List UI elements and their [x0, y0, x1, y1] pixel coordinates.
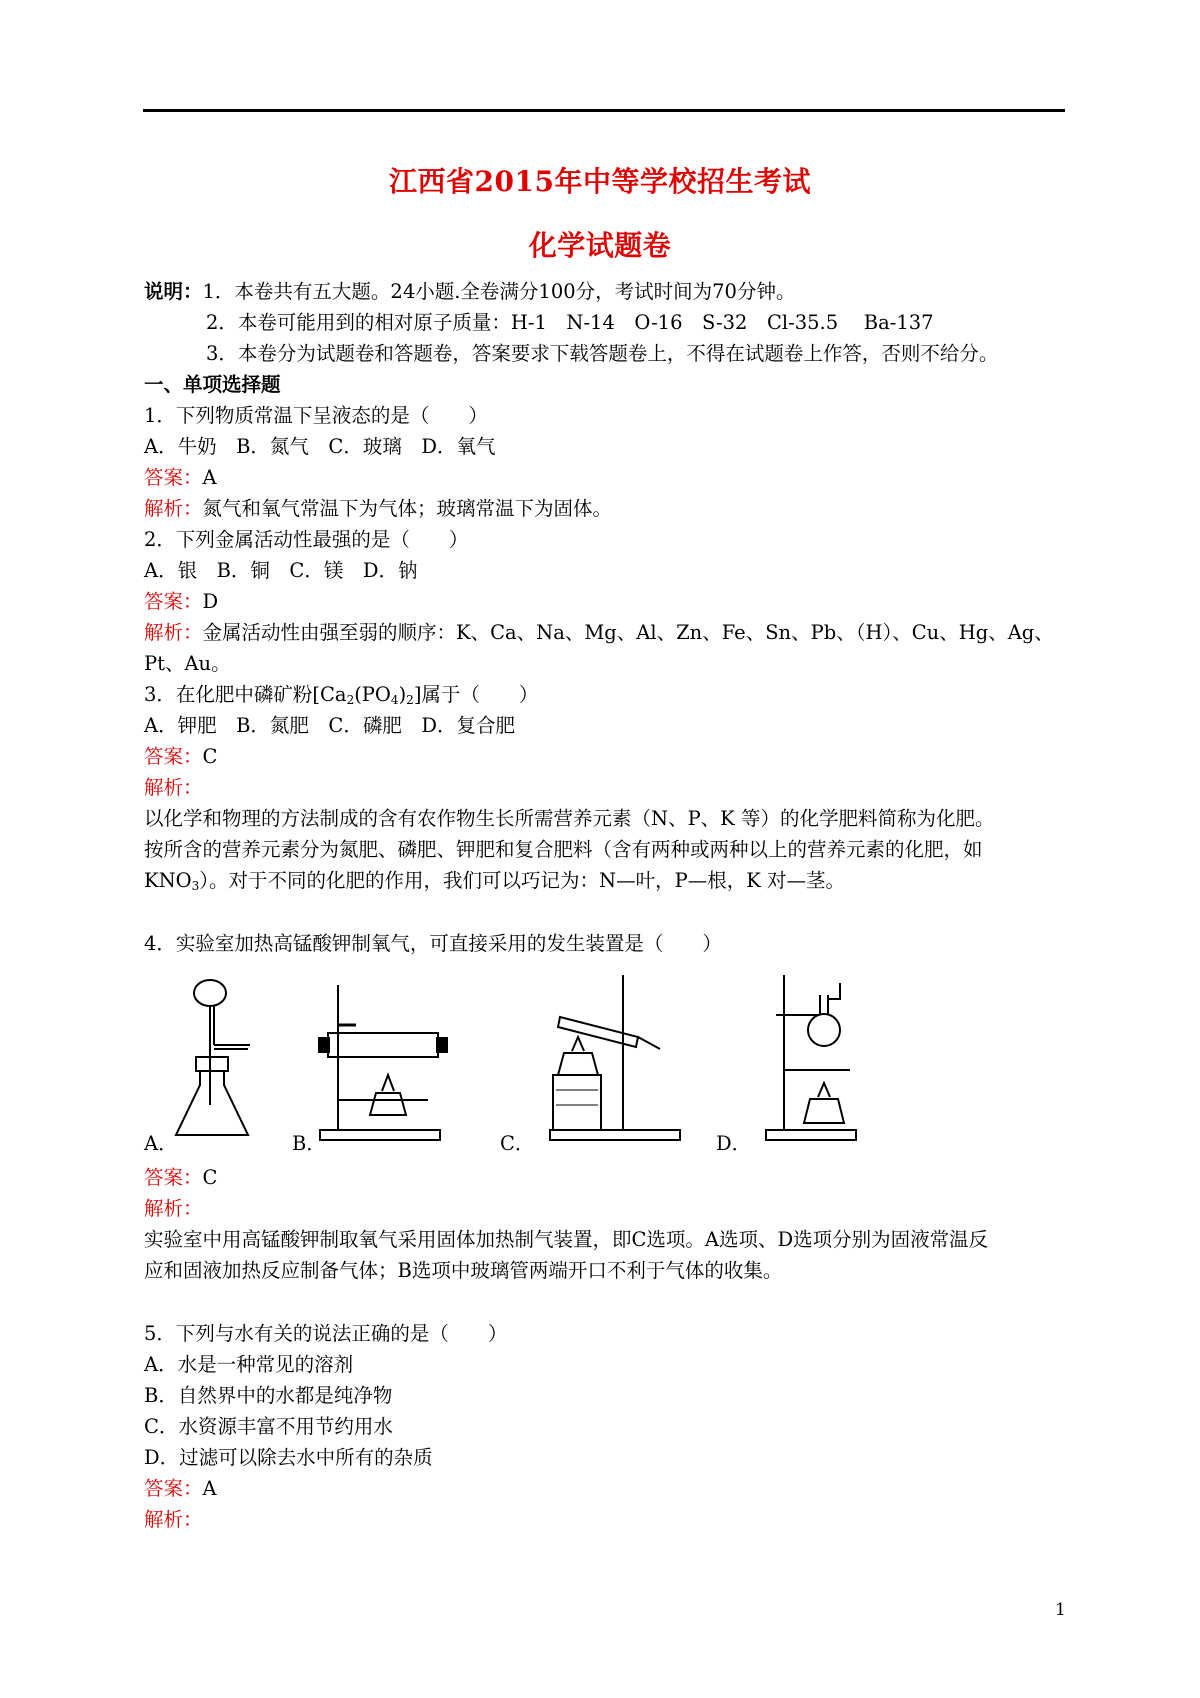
- question-5-option-d: D．过滤可以除去水中所有的杂质: [144, 1446, 433, 1469]
- question-2-answer: 答案：D: [144, 590, 219, 613]
- question-1-analysis: 解析：氮气和氧气常温下为气体；玻璃常温下为固体。: [144, 497, 613, 520]
- option-label-d: D．: [716, 1132, 752, 1155]
- exam-subtitle: 化学试题卷: [528, 229, 672, 262]
- question-3-options: A．钾肥 B．氮肥 C．磷肥 D．复合肥: [144, 714, 515, 737]
- page-number: 1: [1055, 1600, 1066, 1620]
- instructions-label: 说明：: [144, 280, 203, 303]
- option-label-a: A．: [144, 1132, 178, 1155]
- question-4-analysis-1: 实验室中用高锰酸钾制取氧气采用固体加热制气装置，即C选项。A选项、D选项分别为固液常温反: [144, 1228, 989, 1251]
- question-5-option-a: A．水是一种常见的溶剂: [144, 1353, 354, 1376]
- question-5-option-c: C．水资源丰富不用节约用水: [144, 1415, 393, 1438]
- question-3-analysis-1: 以化学和物理的方法制成的含有农作物生长所需营养元素（N、P、K 等）的化学肥料简称为化肥。: [144, 807, 995, 830]
- section-heading: 一、单项选择题: [144, 373, 281, 396]
- question-2-analysis-cont: Pt、Au。: [144, 652, 231, 675]
- question-5-option-b: B．自然界中的水都是纯净物: [144, 1384, 393, 1407]
- option-label-b: B．: [292, 1132, 326, 1155]
- question-3-analysis-3: $KNO_3$）。对于不同的化肥的作用，我们可以巧记为：N—叶，P—根，K 对—茎。: [144, 869, 845, 893]
- question-5-stem: 5．下列与水有关的说法正确的是（ ）: [144, 1322, 508, 1345]
- question-4-analysis-label: 解析：: [144, 1197, 203, 1220]
- instructions-line-3: 3．本卷分为试题卷和答题卷，答案要求下载答题卷上，不得在试题卷上作答，否则不给分。: [206, 342, 999, 365]
- question-5-analysis-label: 解析：: [144, 1508, 203, 1531]
- apparatus-d-round-flask: [760, 975, 870, 1145]
- option-label-c: C．: [500, 1132, 535, 1155]
- exam-title: 江西省2015年中等学校招生考试: [389, 165, 811, 198]
- instructions-line-2: 2．本卷可能用到的相对原子质量：H-1 N-14 O-16 S-32 Cl-35.5 Ba-137: [206, 311, 934, 334]
- question-3-answer: 答案：C: [144, 745, 218, 768]
- instructions-line-1: 说明：1．本卷共有五大题。24小题.全卷满分100分，考试时间为70分钟。: [144, 280, 796, 303]
- question-2-analysis: 解析：金属活动性由强至弱的顺序：K、Ca、Na、Mg、Al、Zn、Fe、Sn、Pb、（H）、Cu、Hg、Ag、: [144, 621, 1054, 644]
- question-3-analysis-label: 解析：: [144, 776, 203, 799]
- apparatus-a-flask-funnel: [170, 975, 270, 1145]
- apparatus-b-tube: [318, 975, 448, 1145]
- question-3-stem: 3．在化肥中磷矿粉$[Ca_2(PO_4)_2]$属于（ ）: [144, 683, 539, 707]
- question-1-options: A．牛奶 B．氮气 C．玻璃 D．氧气: [144, 435, 496, 458]
- question-2-stem: 2．下列金属活动性最强的是（ ）: [144, 528, 469, 551]
- question-1-answer: 答案：A: [144, 466, 217, 489]
- question-1-stem: 1．下列物质常温下呈液态的是（ ）: [144, 404, 488, 427]
- question-4-answer: 答案：C: [144, 1166, 218, 1189]
- question-4-stem: 4．实验室加热高锰酸钾制氧气，可直接采用的发生装置是（ ）: [144, 932, 722, 955]
- question-5-answer: 答案：A: [144, 1477, 217, 1500]
- header-rule: [143, 109, 1065, 112]
- question-4-analysis-2: 应和固液加热反应制备气体；B选项中玻璃管两端开口不利于气体的收集。: [144, 1259, 783, 1282]
- question-2-options: A．银 B．铜 C．镁 D．钠: [144, 559, 418, 582]
- question-3-analysis-2: 按所含的营养元素分为氮肥、磷肥、钾肥和复合肥料（含有两种或两种以上的营养元素的化肥，如: [144, 838, 983, 861]
- apparatus-c-test-tube: [548, 975, 688, 1145]
